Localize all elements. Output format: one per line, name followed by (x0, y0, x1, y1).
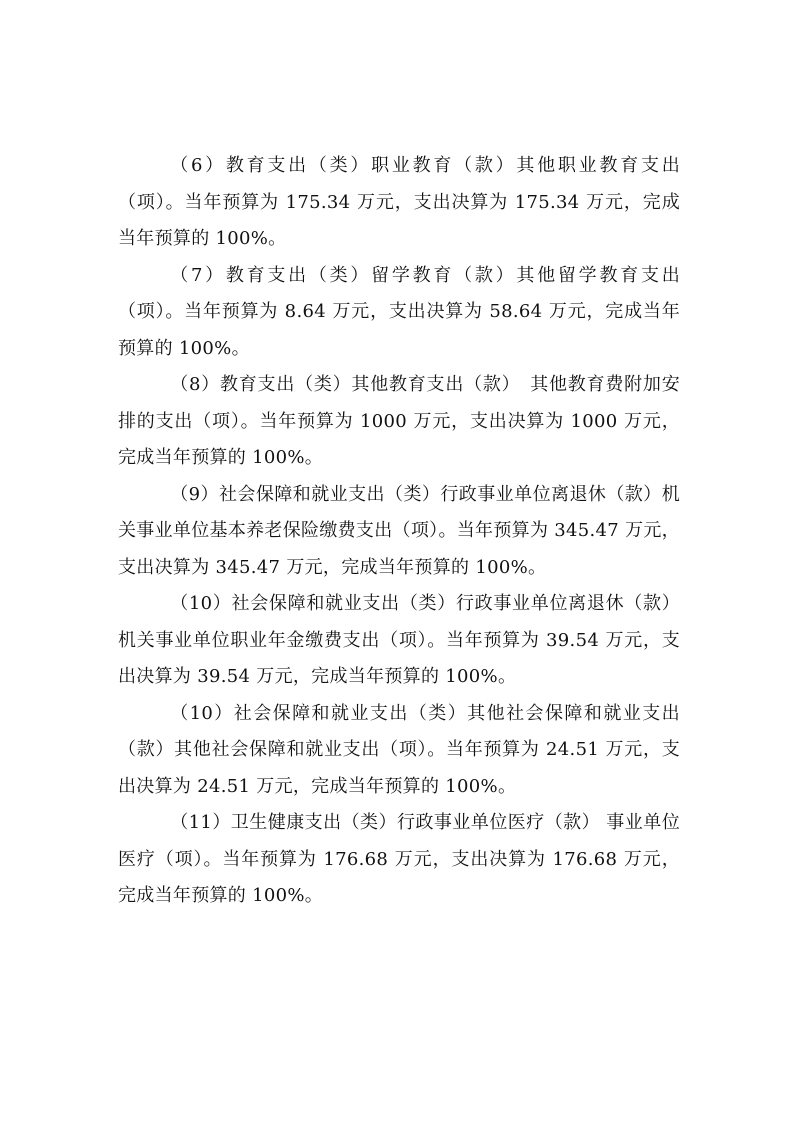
paragraph-item-7: （7）教育支出（类）留学教育（款）其他留学教育支出（项）。当年预算为 8.64 万元，支出决算为 58.64 万元，完成当年预算的 100%。 (118, 264, 680, 359)
paragraph-item-11: （11）卫生健康支出（类）行政事业单位医疗（款） 事业单位医疗（项）。当年预算为 176.68 万元，支出决算为 176.68 万元，完成当年预算的 100%。 (118, 812, 680, 906)
document-body (118, 148, 680, 915)
paragraph-item-8: （8）教育支出（类）其他教育支出（款） 其他教育费附加安排的支出（项）。当年预算为 1000 万元，支出决算为 1000 万元，完成当年预算的 100%。 (118, 374, 680, 468)
paragraph-item-6: （6）教育支出（类）职业教育（款）其他职业教育支出（项）。当年预算为 175.34 万元，支出决算为 175.34 万元，完成当年预算的 100%。 (118, 155, 680, 249)
paragraph-item-10a: （10）社会保障和就业支出（类）行政事业单位离退休（款）机关事业单位职业年金缴费支出（项）。当年预算为 39.54 万元，支出决算为 39.54 万元，完成当年预算的 100%。 (118, 593, 680, 687)
paragraph-item-10b: （10）社会保障和就业支出（类）其他社会保障和就业支出（款）其他社会保障和就业支出（项）。当年预算为 24.51 万元，支出决算为 24.51 万元，完成当年预算的 100%。 (118, 702, 680, 797)
paragraph-item-9: （9）社会保障和就业支出（类）行政事业单位离退休（款）机关事业单位基本养老保险缴费支出（项）。当年预算为 345.47 万元，支出决算为 345.47 万元，完成当年预算的 100%。 (118, 483, 680, 578)
